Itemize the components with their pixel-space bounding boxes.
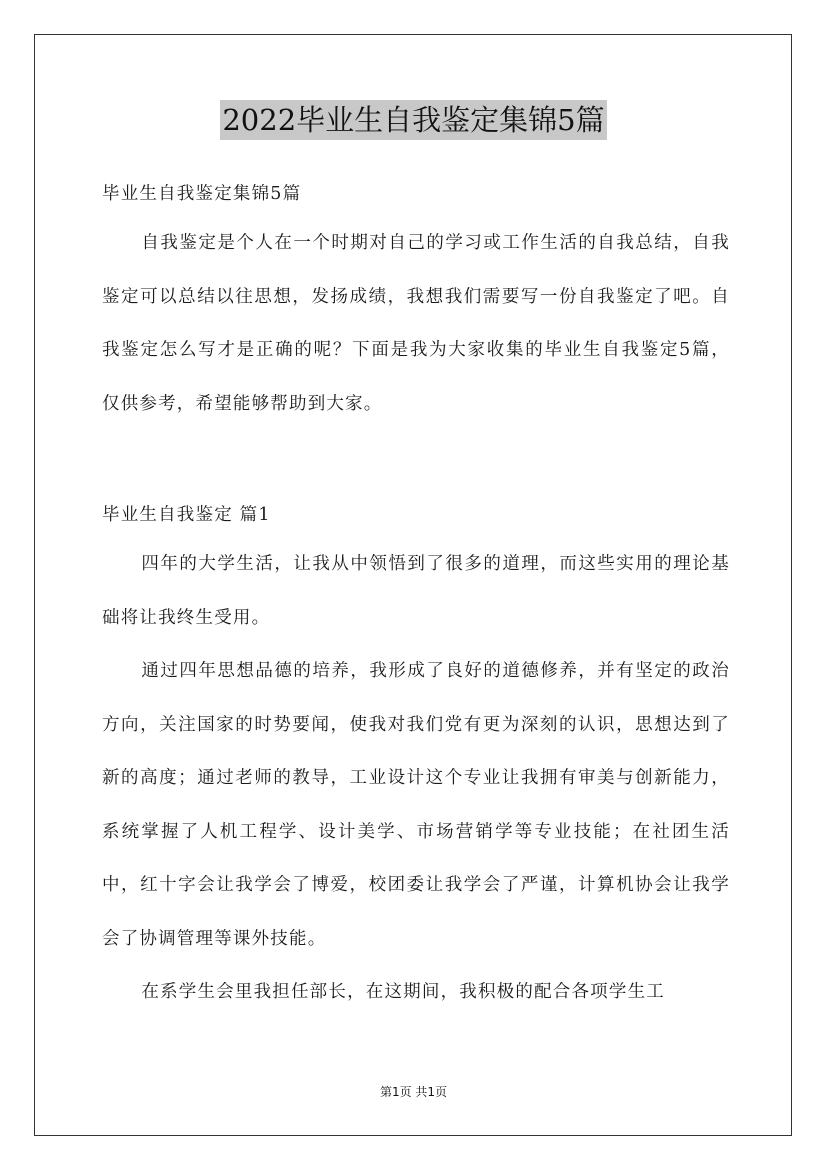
section1-paragraph: 通过四年思想品德的培养，我形成了良好的道德修养，并有坚定的政治方向，关注国家的时势要闻，使我对我们党有更为深刻的认识，思想达到了新的高度；通过老师的教导，工业设计这个专业让我拥有审美与创新能力，系统掌握了人机工程学、设计美学、市场营销学等专业技能；在社团生活中，红十字会让我学会了博爱，校团委让我学会了严谨，计算机协会让我学会了协调管理等课外技能。 [102,661,730,949]
page-footer: 第1页 共1页 [379,1085,448,1099]
title-container [0,100,827,140]
section-spacer [102,431,730,495]
intro-heading: 毕业生自我鉴定集锦5篇 [102,184,302,204]
document-body [102,174,730,1020]
section1-paragraph: 在系学生会里我担任部长，在这期间，我积极的配合各项学生工 [141,982,665,1002]
document-title: 2022毕业生自我鉴定集锦5篇 [220,100,606,140]
section1-paragraph: 四年的大学生活，让我从中领悟到了很多的道理，而这些实用的理论基础将让我终生受用。 [102,554,730,628]
section1-heading: 毕业生自我鉴定 篇1 [102,505,271,525]
intro-paragraph: 自我鉴定是个人在一个时期对自己的学习或工作生活的自我总结，自我鉴定可以总结以往思想，发扬成绩，我想我们需要写一份自我鉴定了吧。自我鉴定怎么写才是正确的呢？下面是我为大家收集的毕业生自我鉴定5篇，仅供参考，希望能够帮助到大家。 [102,233,730,414]
